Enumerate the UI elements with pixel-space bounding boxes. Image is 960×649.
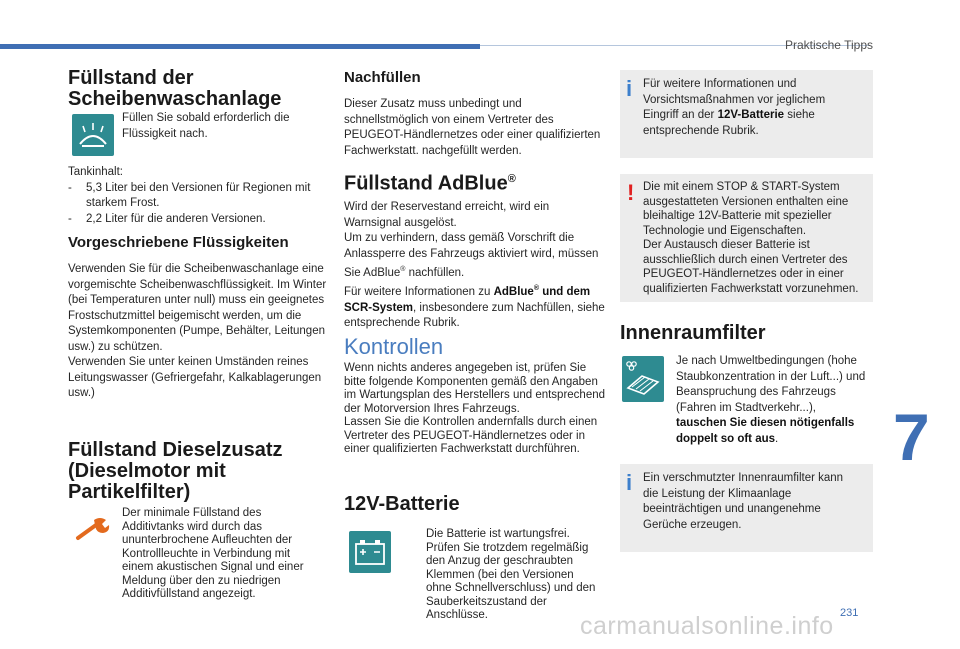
adblue-paragraph: Wird der Reservestand erreicht, wird ein Warnsignal ausgelöst.	[344, 201, 550, 229]
checks-paragraph: Lassen Sie die Kontrollen andernfalls durch einen Vertreter des PEUGEOT-Händlernetzes oder in einer qualifizierten Fachwerkstatt durchführen.	[344, 416, 598, 455]
warning-text	[643, 180, 871, 296]
warning-paragraph: Der Austausch dieser Batterie ist ausschließlich durch einen Vertreter des PEUGEOT-Händlernetzes oder in einer qualifizierten Fachwerkstatt vorzunehmen.	[643, 239, 859, 295]
refill-text: Dieser Zusatz muss unbedingt und schnellstmöglich von einem Vertreter des PEUGEOT-Händlernetzes oder einer qualifizierten Fachwerkstatt. nachgefüllt werden.	[344, 98, 601, 157]
washer-section	[68, 68, 330, 110]
refill-title: Nachfüllen	[344, 69, 421, 86]
list-item: - 5,3 Liter bei den Versionen für Regionen mit starkem Frost.	[68, 181, 311, 209]
checks-title: Kontrollen	[344, 334, 444, 359]
info-text: Für weitere Informationen und Vorsichtsmaßnahmen vor jeglichem Eingriff an der 12V-Batterie siehe entsprechende Rubrik.	[643, 78, 826, 137]
adblue-paragraph: Um zu verhindern, dass gemäß Vorschrift die Anlassperre des Fahrzeugs aktiviert wird, müssen Sie AdBlue® nachfüllen.	[344, 232, 599, 279]
header-bar	[0, 44, 480, 49]
fluids-warning-paragraph: Verwenden Sie unter keinen Umständen reines Leitungswasser (Gefriergefahr, Kalkablagerungen usw.)	[68, 356, 322, 399]
capacity-label: Tankinhalt:	[68, 166, 123, 178]
adblue-paragraph: Für weitere Informationen zu AdBlue® und dem SCR-System, insbesondere zum Nachfüllen, siehe entsprechende Rubrik.	[344, 285, 605, 330]
info-text: Ein verschmutzter Innenraumfilter kann die Leistung der Klimaanlage beeinträchtigen und unangenehme Gerüche erzeugen.	[643, 472, 844, 531]
chapter-number: 7	[893, 400, 930, 474]
info-icon: i	[626, 76, 633, 101]
section-title: Praktische Tipps	[784, 38, 873, 52]
washer-capacity	[68, 165, 326, 227]
info-box-cabin-filter	[620, 464, 873, 552]
info-icon: i	[626, 470, 633, 495]
warning-icon: !	[627, 180, 635, 205]
info-box-battery	[620, 70, 873, 158]
fluids-paragraph: Verwenden Sie für die Scheibenwaschanlage eine vorgemischte Scheibenwaschflüssigkeit. Im Winter (bei Temperaturen unter null) muss ein geeignetes Frostschutzmittel beigemischt werden, um die Systemkomponenten (Pumpe, Behälter, Leitungen usw.) zu schützen.	[68, 263, 327, 353]
warning-paragraph: Die mit einem STOP & START-System ausgestatteten Versionen enthalten eine bleihaltige 12V-Batterie mit spezieller Technologie und Eigenschaften.	[643, 181, 849, 237]
adblue-text	[344, 200, 606, 332]
diesel-additive-text: Der minimale Füllstand des Additivtanks wird durch das ununterbrochene Aufleuchten der Kontrollleuchte in Verbindung mit einem akustischen Signal und einer Meldung über den zu niedrigen Additivfüllstand angezeigt.	[122, 507, 304, 600]
page-number: 231	[840, 607, 859, 619]
cabin-filter-icon	[622, 356, 664, 402]
watermark: carmanualsonline.info	[580, 612, 834, 640]
checks-paragraph: Wenn nichts anderes angegeben ist, prüfen Sie bitte folgende Komponenten gemäß den Angaben im Wartungsplan des Herstellers und entsprechend der Motorversion Ihres Fahrzeugs.	[344, 362, 606, 415]
windscreen-washer-icon	[72, 114, 114, 156]
wrench-icon	[72, 514, 112, 544]
battery-title: 12V-Batterie	[344, 493, 460, 515]
fluids-title: Vorgeschriebene Flüssigkeiten	[68, 234, 289, 251]
cabin-filter-title: Innenraumfilter	[620, 322, 766, 344]
washer-refill-text: Füllen Sie sobald erforderlich die Flüssigkeit nach.	[122, 112, 290, 140]
warning-box-battery	[620, 174, 873, 302]
checks-text	[344, 362, 606, 457]
diesel-additive-title: Füllstand Dieselzusatz (Dieselmotor mit Partikelfilter)	[68, 439, 283, 503]
list-item: - 2,2 Liter für die anderen Versionen.	[68, 212, 266, 225]
cabin-filter-text: Je nach Umweltbedingungen (hohe Staubkonzentration in der Luft...) und Beanspruchung des Fahrzeugs (Fahren im Stadtverkehr...), tauschen Sie diesen nötigenfalls doppelt so oft aus.	[676, 355, 866, 445]
fluids-text	[68, 262, 328, 402]
adblue-title: Füllstand AdBlue®	[344, 172, 516, 195]
battery-icon	[349, 531, 391, 573]
battery-text: Die Batterie ist wartungsfrei. Prüfen Sie trotzdem regelmäßig den Anzug der geschraubten Klemmen (bei den Versionen ohne Schnellverschluss) und den Sauberkeitszustand der Anschlüsse.	[426, 528, 596, 621]
washer-title: Füllstand der Scheibenwaschanlage	[68, 67, 282, 110]
